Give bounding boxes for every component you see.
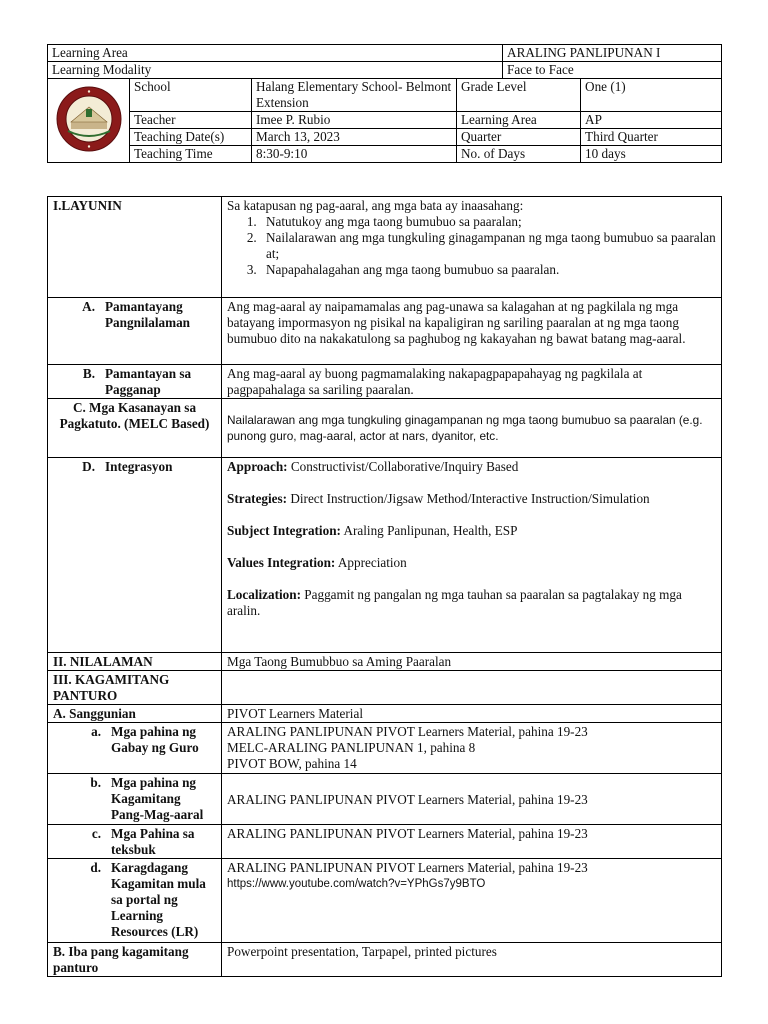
pamantayan-sa-pagganap-label: Pamantayan sa Pagganap	[105, 366, 192, 397]
sanggunian-item-label: Mga Pahina sa teksbuk	[111, 826, 195, 857]
layunin-label: I.LAYUNIN	[48, 197, 222, 298]
iba-pang-kagamitan-label: B. Iba pang kagamitang panturo	[48, 943, 222, 977]
learning-area-value: ARALING PANLIPUNAN I	[503, 45, 722, 62]
layunin-intro: Sa katapusan ng pag-aaral, ang mga bata ay inaasahang:	[227, 198, 524, 213]
subject-integration-value: Araling Panlipunan, Health, ESP	[340, 523, 518, 538]
integrasyon-content	[222, 458, 722, 653]
school-value: Halang Elementary School- Belmont Extension	[252, 79, 457, 112]
sanggunian-item-letter: b.	[90, 775, 101, 790]
sanggunian-item-line: ARALING PANLIPUNAN PIVOT Learners Material, pahina 19-23	[227, 826, 588, 841]
sanggunian-item-line: PIVOT BOW, pahina 14	[227, 756, 357, 771]
values-integration-label: Values Integration:	[227, 555, 336, 570]
strategies-value: Direct Instruction/Jigsaw Method/Interactive Instruction/Simulation	[287, 491, 650, 506]
sanggunian-item-content	[222, 859, 722, 943]
sanggunian-item-line: ARALING PANLIPUNAN PIVOT Learners Material, pahina 19-23	[227, 860, 588, 875]
pamantayang-pangnilalaman-letter: A.	[82, 299, 95, 314]
integrasyon-label-cell	[48, 458, 222, 653]
layunin-list	[227, 214, 716, 278]
pamantayan-sa-pagganap-label-cell	[48, 365, 222, 399]
approach-value: Constructivist/Collaborative/Inquiry Based	[287, 459, 519, 474]
kasanayan-label: C. Mga Kasanayan sa Pagkatuto. (MELC Based)	[48, 399, 222, 458]
localization-label: Localization:	[227, 587, 301, 602]
lesson-plan-table	[47, 196, 722, 977]
teaching-time-value: 8:30-9:10	[252, 146, 457, 163]
youtube-link[interactable]: https://www.youtube.com/watch?v=YPhGs7y9BTO	[227, 878, 486, 890]
integrasyon-label: Integrasyon	[105, 459, 173, 474]
sanggunian-item-label: Mga pahina ng Kagamitang Pang-Mag-aaral	[111, 775, 204, 822]
learning-modality-label: Learning Modality	[48, 62, 503, 79]
sanggunian-item-line: ARALING PANLIPUNAN PIVOT Learners Material, pahina 19-23	[227, 724, 588, 739]
sanggunian-item-content	[222, 825, 722, 859]
sanggunian-item-content	[222, 723, 722, 774]
nilalaman-label: II. NILALAMAN	[48, 653, 222, 671]
teaching-time-label: Teaching Time	[130, 146, 252, 163]
sanggunian-item-letter: a.	[91, 724, 101, 739]
layunin-item: 2. Nailalarawan ang mga tungkuling ginagampanan ng mga taong bumubuo sa paaralan at;	[260, 230, 716, 262]
kagamitang-panturo-empty	[222, 671, 722, 705]
iba-pang-kagamitan-text: Powerpoint presentation, Tarpapel, printed pictures	[222, 943, 722, 977]
sanggunian-item-label-cell	[48, 774, 222, 825]
sanggunian-item-label-cell	[48, 723, 222, 774]
pamantayan-sa-pagganap-letter: B.	[82, 366, 95, 381]
grade-level-value: One (1)	[581, 79, 722, 112]
sanggunian-item-label-cell	[48, 859, 222, 943]
strategies-label: Strategies:	[227, 491, 288, 506]
integrasyon-letter: D.	[82, 459, 95, 474]
kasanayan-text: Nailalarawan ang mga tungkuling ginagampanan ng mga taong bumubuo sa paaralan (e.g. punong guro, mag-aaral, actor at nars, dyanitor, etc.	[222, 399, 722, 458]
sanggunian-item-line: ARALING PANLIPUNAN PIVOT Learners Material, pahina 19-23	[227, 791, 588, 807]
sanggunian-label: A. Sanggunian	[48, 705, 222, 723]
sanggunian-text: PIVOT Learners Material	[222, 705, 722, 723]
school-seal-icon	[55, 85, 123, 153]
nilalaman-text: Mga Taong Bumubbuo sa Aming Paaralan	[222, 653, 722, 671]
subject-integration-label: Subject Integration:	[227, 523, 341, 538]
sanggunian-item-line: MELC-ARALING PANLIPUNAN 1, pahina 8	[227, 740, 476, 755]
sanggunian-item-letter: d.	[90, 860, 101, 875]
layunin-item: 1. Natutukoy ang mga taong bumubuo sa paaralan;	[260, 214, 716, 230]
sanggunian-item-label: Mga pahina ng Gabay ng Guro	[111, 724, 199, 755]
layunin-content	[222, 197, 722, 298]
approach-label: Approach:	[227, 459, 288, 474]
layunin-item: 3. Napapahalagahan ang mga taong bumubuo sa paaralan.	[260, 262, 716, 278]
learning-area-short-label: Learning Area	[457, 112, 581, 129]
learning-modality-value: Face to Face	[503, 62, 722, 79]
pamantayang-pangnilalaman-label: Pamantayang Pangnilalaman	[105, 299, 191, 330]
learning-area-label: Learning Area	[48, 45, 503, 62]
school-logo	[48, 79, 130, 163]
pamantayang-pangnilalaman-text: Ang mag-aaral ay naipamamalas ang pag-unawa sa kalagahan at ng pagkilala ng mga batayang impormasyon ng pisikal na kapaligiran ng sariling paaralan at ng mga taong bumubuo dito na nakakatulong sa paghubog ng kakayahan ng bawat batang mag-aaral.	[222, 298, 722, 365]
sanggunian-item-label: Karagdagang Kagamitan mula sa portal ng Learning Resources (LR)	[111, 860, 206, 939]
learning-area-short-value: AP	[581, 112, 722, 129]
values-integration-value: Appreciation	[335, 555, 407, 570]
school-label: School	[130, 79, 252, 112]
grade-level-label: Grade Level	[457, 79, 581, 112]
kagamitang-panturo-label: III. KAGAMITANG PANTURO	[48, 671, 222, 705]
pamantayang-pangnilalaman-label-cell	[48, 298, 222, 365]
localization-value: Paggamit ng pangalan ng mga tauhan sa paaralan sa pagtalakay ng mga aralin.	[227, 587, 682, 618]
teacher-label: Teacher	[130, 112, 252, 129]
header-table	[47, 44, 722, 163]
sanggunian-item-label-cell	[48, 825, 222, 859]
teacher-value: Imee P. Rubio	[252, 112, 457, 129]
quarter-label: Quarter	[457, 129, 581, 146]
days-label: No. of Days	[457, 146, 581, 163]
pamantayan-sa-pagganap-text: Ang mag-aaral ay buong pagmamalaking nakapagpapapahayag ng pagkilala at pagpapahalaga sa sariling paaralan.	[222, 365, 722, 399]
sanggunian-item-content	[222, 774, 722, 825]
days-value: 10 days	[581, 146, 722, 163]
teaching-dates-value: March 13, 2023	[252, 129, 457, 146]
sanggunian-item-letter: c.	[91, 826, 101, 841]
teaching-dates-label: Teaching Date(s)	[130, 129, 252, 146]
quarter-value: Third Quarter	[581, 129, 722, 146]
